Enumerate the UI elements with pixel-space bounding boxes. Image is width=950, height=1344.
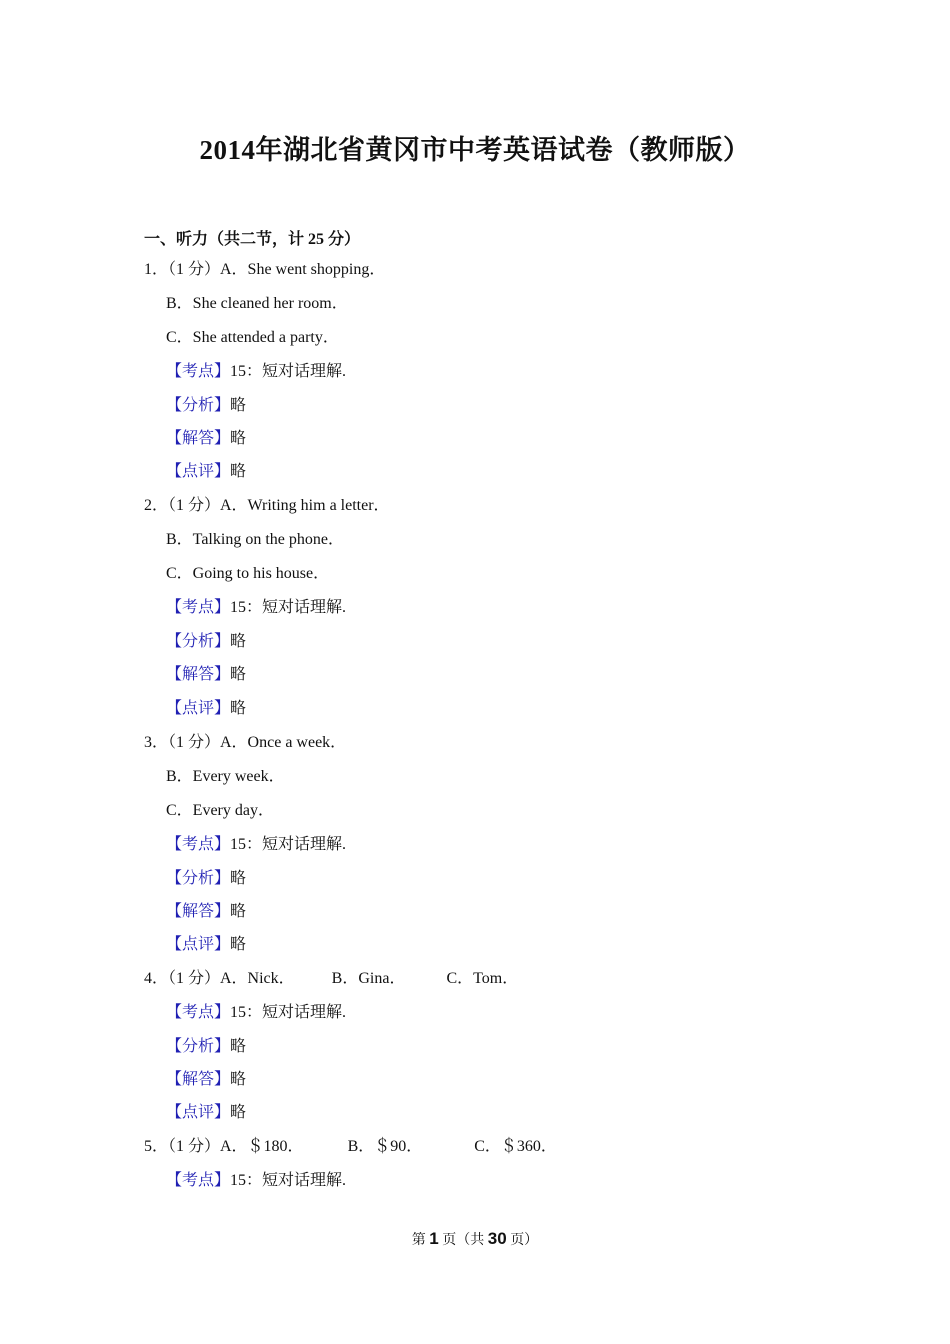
question-4-option-b: B．Gina． xyxy=(331,970,406,987)
question-4-kaodian xyxy=(166,1003,346,1023)
jieda-label: 【解答】 xyxy=(166,430,231,447)
question-2-dianping xyxy=(166,699,246,719)
question-1-fenxi xyxy=(166,396,246,416)
dianping-label: 【点评】 xyxy=(166,1104,231,1121)
footer-total-pages: 30 xyxy=(487,1229,507,1248)
footer-mid: 页（共 xyxy=(442,1233,485,1248)
question-3-jieda xyxy=(166,902,246,922)
section-heading: 一、听力（共二节，计 25 分） xyxy=(144,231,361,248)
dianping-text: 略 xyxy=(230,463,247,480)
question-2-jieda xyxy=(166,665,246,685)
kaodian-label: 【考点】 xyxy=(166,836,231,853)
fenxi-label: 【分析】 xyxy=(166,1038,231,1055)
question-2-option-c: C．Going to his house． xyxy=(166,565,330,582)
kaodian-text: 15：短对话理解. xyxy=(230,599,347,616)
kaodian-label: 【考点】 xyxy=(166,363,231,380)
question-5-option-b: B．＄90． xyxy=(347,1138,423,1155)
fenxi-label: 【分析】 xyxy=(166,633,231,650)
kaodian-text: 15：短对话理解. xyxy=(230,363,347,380)
question-1-option-c: C．She attended a party． xyxy=(166,329,339,346)
question-4-stem: 4．（1 分）A．Nick． xyxy=(144,970,295,987)
fenxi-label: 【分析】 xyxy=(166,397,231,414)
kaodian-label: 【考点】 xyxy=(166,1004,231,1021)
fenxi-text: 略 xyxy=(230,397,247,414)
question-1-jieda xyxy=(166,429,246,449)
page-footer xyxy=(0,1229,950,1249)
dianping-label: 【点评】 xyxy=(166,463,231,480)
question-5-option-c: C．＄360． xyxy=(474,1138,557,1155)
dianping-label: 【点评】 xyxy=(166,700,231,717)
question-2-option-b: B．Talking on the phone． xyxy=(166,531,344,548)
question-4-jieda xyxy=(166,1070,246,1090)
kaodian-text: 15：短对话理解. xyxy=(230,836,347,853)
question-1-kaodian xyxy=(166,362,346,382)
question-5-kaodian xyxy=(166,1171,346,1191)
fenxi-text: 略 xyxy=(230,870,247,887)
question-1-option-b: B．She cleaned her room． xyxy=(166,295,348,312)
question-2-stem: 2．（1 分）A．Writing him a letter． xyxy=(144,497,390,514)
jieda-text: 略 xyxy=(230,903,247,920)
question-4-fenxi xyxy=(166,1037,246,1057)
question-3-option-c: C．Every day． xyxy=(166,802,274,819)
kaodian-label: 【考点】 xyxy=(166,1172,231,1189)
dianping-text: 略 xyxy=(230,700,247,717)
fenxi-text: 略 xyxy=(230,1038,247,1055)
question-3-dianping xyxy=(166,935,246,955)
kaodian-label: 【考点】 xyxy=(166,599,231,616)
question-4-stem-line xyxy=(144,969,518,989)
footer-post: 页） xyxy=(510,1233,539,1248)
dianping-text: 略 xyxy=(230,936,247,953)
kaodian-text: 15：短对话理解. xyxy=(230,1172,347,1189)
jieda-text: 略 xyxy=(230,666,247,683)
jieda-label: 【解答】 xyxy=(166,903,231,920)
question-4-dianping xyxy=(166,1103,246,1123)
question-3-kaodian xyxy=(166,835,346,855)
document-title: 2014年湖北省黄冈市中考英语试卷（教师版） xyxy=(199,135,751,165)
question-1-stem: 1．（1 分）A．She went shopping． xyxy=(144,261,386,278)
jieda-text: 略 xyxy=(230,430,247,447)
jieda-text: 略 xyxy=(230,1071,247,1088)
question-1-dianping xyxy=(166,462,246,482)
dianping-text: 略 xyxy=(230,1104,247,1121)
question-5-stem-line xyxy=(144,1137,557,1157)
question-3-fenxi xyxy=(166,869,246,889)
question-3-option-b: B．Every week． xyxy=(166,768,285,785)
question-5-stem: 5．（1 分）A．＄180． xyxy=(144,1138,304,1155)
jieda-label: 【解答】 xyxy=(166,1071,231,1088)
fenxi-text: 略 xyxy=(230,633,247,650)
question-2-kaodian xyxy=(166,598,346,618)
dianping-label: 【点评】 xyxy=(166,936,231,953)
question-4-option-c: C．Tom． xyxy=(446,970,519,987)
kaodian-text: 15：短对话理解. xyxy=(230,1004,347,1021)
footer-page-number: 1 xyxy=(429,1229,439,1248)
jieda-label: 【解答】 xyxy=(166,666,231,683)
question-2-fenxi xyxy=(166,632,246,652)
fenxi-label: 【分析】 xyxy=(166,870,231,887)
question-3-stem: 3．（1 分）A．Once a week． xyxy=(144,734,347,751)
footer-pre: 第 xyxy=(411,1233,426,1248)
